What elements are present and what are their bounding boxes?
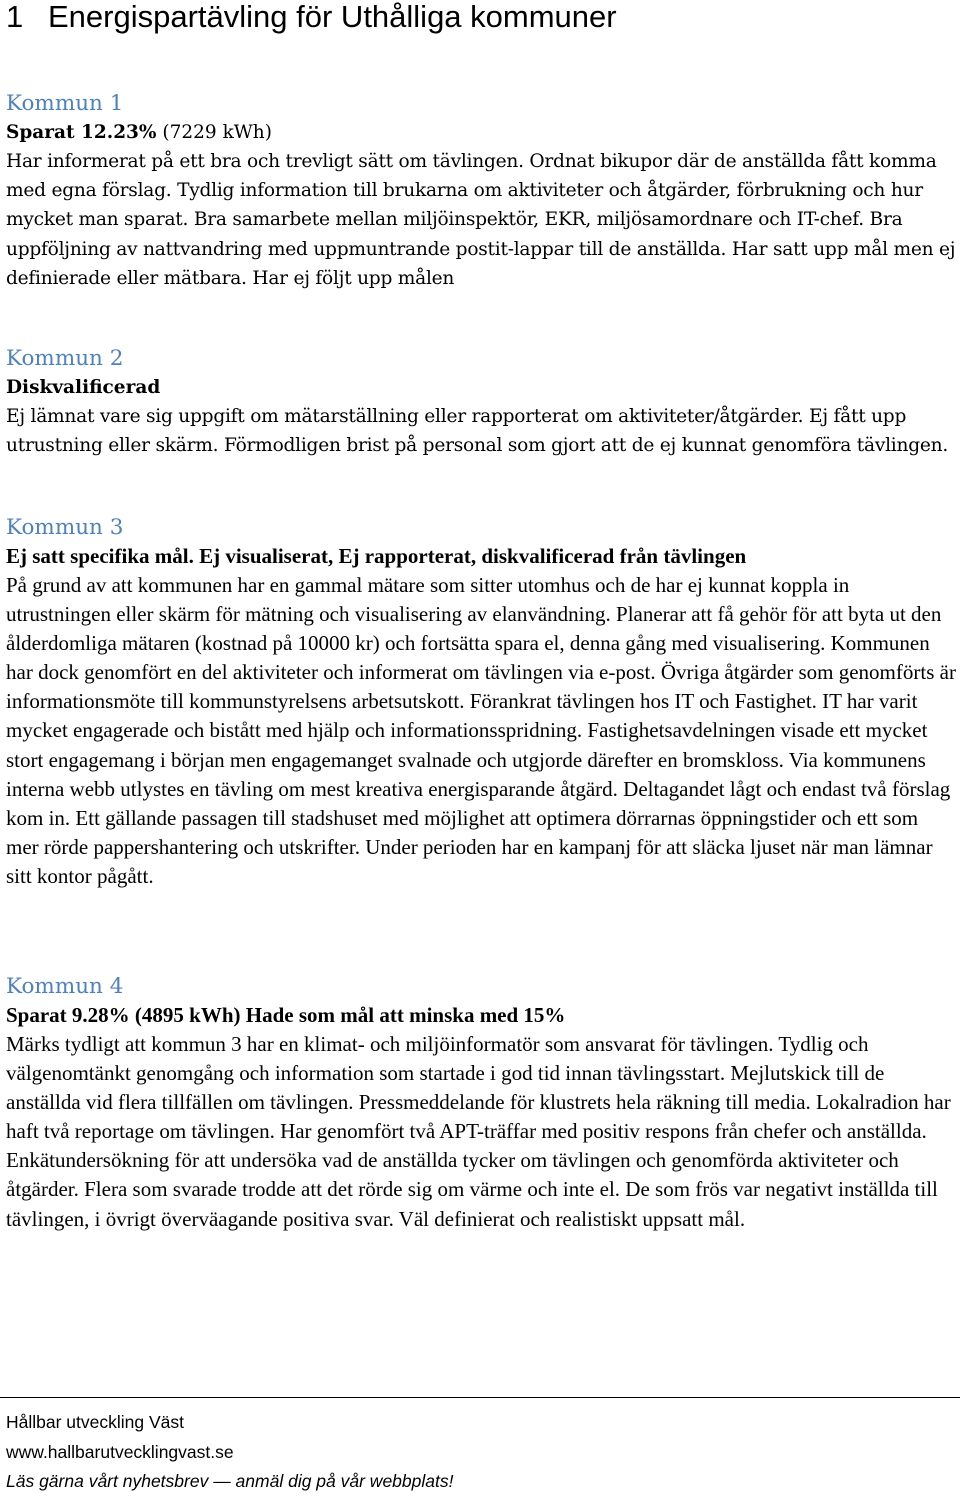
section-result: Diskvalificerad <box>6 377 161 398</box>
section-title: Kommun 2 <box>6 346 124 371</box>
footer-url[interactable]: www.hallbarutvecklingvast.se <box>6 1441 234 1462</box>
heading-title: Energispartävling för Uthålliga kommuner <box>48 0 617 34</box>
section-body: Har informerat på ett bra och trevligt sätt om tävlingen. Ordnat bikupor där de anställda fått komma med egna förslag. Tydlig information till brukarna om aktiviteter och åtgärder, förbrukning och hur mycket man sparat. Bra samarbete mellan miljöinspektör, EKR, miljösamordnare och IT-chef. Bra uppföljning av nattvandring med uppmuntrande postit-lappar till de anställda. Har satt upp mål men ej definierade eller mätbara. Har ej följt upp målen <box>6 151 956 289</box>
section-title: Kommun 1 <box>6 91 124 116</box>
result-normal: (7229 kWh) <box>156 122 272 143</box>
section-result: Sparat 9.28% (4895 kWh) Hade som mål att minska med 15% <box>6 1003 566 1027</box>
section-kommun-1 <box>6 89 956 293</box>
section-body: Ej lämnat vare sig uppgift om mätarställning eller rapporterat om aktiviteter/åtgärder. Ej fått upp utrustning eller skärm. Förmodligen brist på personal som gjort att de ej kunnat genomföra tävlingen. <box>6 406 949 457</box>
heading-number: 1 <box>6 0 24 34</box>
result-bold: Sparat 12.23% <box>6 122 157 143</box>
section-title: Kommun 3 <box>6 515 124 540</box>
section-kommun-2 <box>6 344 956 460</box>
section-body: Märks tydligt att kommun 3 har en klimat- och miljöinformatör som ansvarat för tävlingen. Tydlig och välgenomtänkt genomgång och information som startade i god tid innan tävlingsstart. Mejlutskick till de anställda vid flera tillfällen om tävlingen. Pressmeddelande för klustrets hela räkning till media. Lokalradion har haft två reportage om tävlingen. Har genomfört två APT-träffar med positiv respons från chefer och anställda. Enkätundersökning för att undersöka vad de anställda tycker om tävlingen och genomförda aktiviteter och åtgärder. Flera som svarade trodde att det rörde sig om värme och inte el. De som frös var negativt inställda till tävlingen, i övrigt överväagande positiva svar. Väl definierat och realistiskt uppsatt mål. <box>6 1032 951 1231</box>
section-title: Kommun 4 <box>6 974 124 999</box>
section-result <box>6 118 956 147</box>
footer-tagline: Läs gärna vårt nyhetsbrev — anmäl dig på vår webbplats! <box>6 1471 454 1491</box>
footer-divider <box>0 1397 960 1398</box>
section-result: Ej satt specifika mål. Ej visualiserat, Ej rapporterat, diskvalificerad från tävlingen <box>6 544 747 568</box>
footer <box>6 1408 453 1497</box>
footer-org: Hållbar utveckling Väst <box>6 1412 184 1432</box>
section-body: På grund av att kommunen har en gammal mätare som sitter utomhus och de har ej kunnat koppla in utrustningen eller skärm för mätning och visualisering av elanvändning. Planerar att få gehör för att byta ut den ålderdomliga mätaren (kostnad på 10000 kr) och fortsätta spara el, denna gång med visualisering. Kommunen har dock genomfört en del aktiviteter och informerat om tävlingen via e-post. Övriga åtgärder som genomförts är informationsmöte till kommunstyrelsens arbetsutskott. Förankrat tävlingen hos IT och Fastighet. IT har varit mycket engagerade och bistått med hjälp och informationsspridning. Fastighetsavdelningen visade ett mycket stort engagemang i början men engagemanget svalnade och utgjorde därefter en bromskloss. Via kommunens interna webb utlystes en tävling om mest kreativa energisparande åtgärd. Deltagandet lågt och endast två förslag kom in. Ett gällande passagen till stadshuset med möjlighet att optimera dörrarnas öppningstider och ett som mer rörde pappershantering och utskrifter. Under perioden har en kampanj för att släcka ljuset när man lämnar sitt kontor pågått. <box>6 573 956 888</box>
section-kommun-3 <box>6 513 956 891</box>
section-kommun-4 <box>6 972 956 1234</box>
document-heading <box>6 0 617 34</box>
